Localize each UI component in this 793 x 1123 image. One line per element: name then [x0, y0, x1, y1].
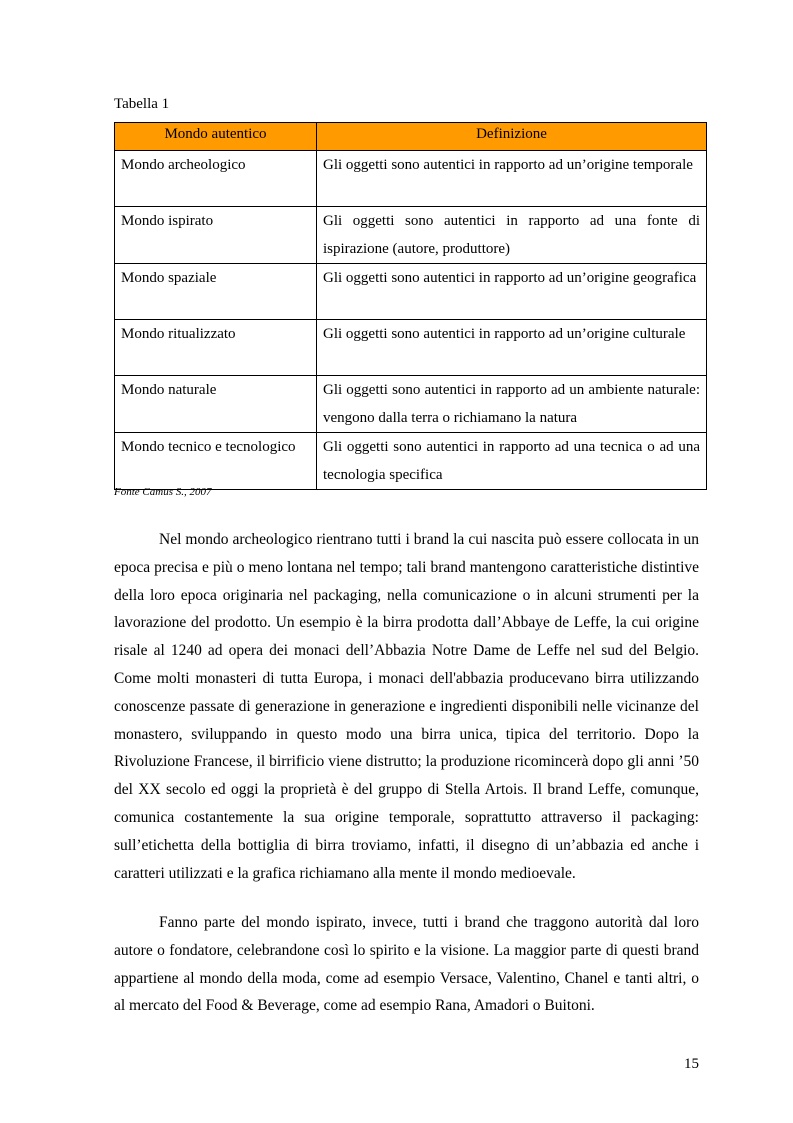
cell-world: Mondo ispirato — [115, 207, 317, 264]
cell-world: Mondo naturale — [115, 376, 317, 433]
page-number: 15 — [684, 1056, 699, 1072]
table-row — [115, 433, 707, 490]
paragraph-inspired: Fanno parte del mondo ispirato, invece, tutti i brand che traggono autorità dal loro autore o fondatore, celebrandone così lo spirito e la visione. La maggior parte di questi brand appartiene al mondo della moda, come ad esempio Versace, Valentino, Chanel e tanti altri, o al mercato del Food & Beverage, come ad esempio Rana, Amadori o Buitoni. — [114, 914, 699, 1015]
paragraph-archeological: Nel mondo archeologico rientrano tutti i brand la cui nascita può essere collocata in un epoca precisa e più o meno lontana nel tempo; tali brand mantengono caratteristiche distintive della loro epoca originaria nel packaging, nella comunicazione o in alcuni strumenti per la lavorazione del prodotto. Un esempio è la birra prodotta dall’Abbaye de Leffe, la cui origine risale al 1240 ad opera dei monaci dell’Abbazia Notre Dame de Leffe nel sud del Belgio. Come molti monasteri di tutta Europa, i monaci dell'abbazia producevano birra utilizzando conoscenze passate di generazione in generazione e ingredienti disponibili nelle vicinanze del monastero, sviluppando in questo modo una birra unica, tipica del territorio. Dopo la Rivoluzione Francese, il birrificio viene distrutto; la produzione ricomincerà dopo gli anni ’50 del XX secolo ed oggi la proprietà è del gruppo di Stella Artois. Il brand Leffe, comunque, comunica costantemente la sua origine temporale, soprattutto attraverso il packaging: sull’etichetta della bottiglia di birra troviamo, infatti, il disegno di un’abbazia ed anche i caratteri utilizzati e la grafica richiamano alla mente il mondo medioevale. — [114, 531, 699, 882]
cell-definition: Gli oggetti sono autentici in rapporto ad una fonte di ispirazione (autore, produttore) — [317, 207, 707, 264]
cell-world: Mondo spaziale — [115, 264, 317, 320]
table-source: Fonte Camus S., 2007 — [114, 486, 212, 498]
cell-definition: Gli oggetti sono autentici in rapporto ad un’origine temporale — [317, 151, 707, 207]
table-row — [115, 207, 707, 264]
cell-definition: Gli oggetti sono autentici in rapporto ad un’origine geografica — [317, 264, 707, 320]
table-caption: Tabella 1 — [114, 96, 170, 112]
cell-world: Mondo tecnico e tecnologico — [115, 433, 317, 490]
table-header-row — [115, 123, 707, 151]
table-row — [115, 376, 707, 433]
table-row — [115, 264, 707, 320]
cell-world: Mondo ritualizzato — [115, 320, 317, 376]
cell-world: Mondo archeologico — [115, 151, 317, 207]
header-world: Mondo autentico — [115, 123, 317, 151]
authentic-worlds-table — [114, 122, 707, 490]
table-row — [115, 320, 707, 376]
cell-definition: Gli oggetti sono autentici in rapporto ad una tecnica o ad una tecnologia specifica — [317, 433, 707, 490]
table-row — [115, 151, 707, 207]
cell-definition: Gli oggetti sono autentici in rapporto ad un ambiente naturale: vengono dalla terra o richiamano la natura — [317, 376, 707, 433]
header-definition: Definizione — [317, 123, 707, 151]
cell-definition: Gli oggetti sono autentici in rapporto ad un’origine culturale — [317, 320, 707, 376]
